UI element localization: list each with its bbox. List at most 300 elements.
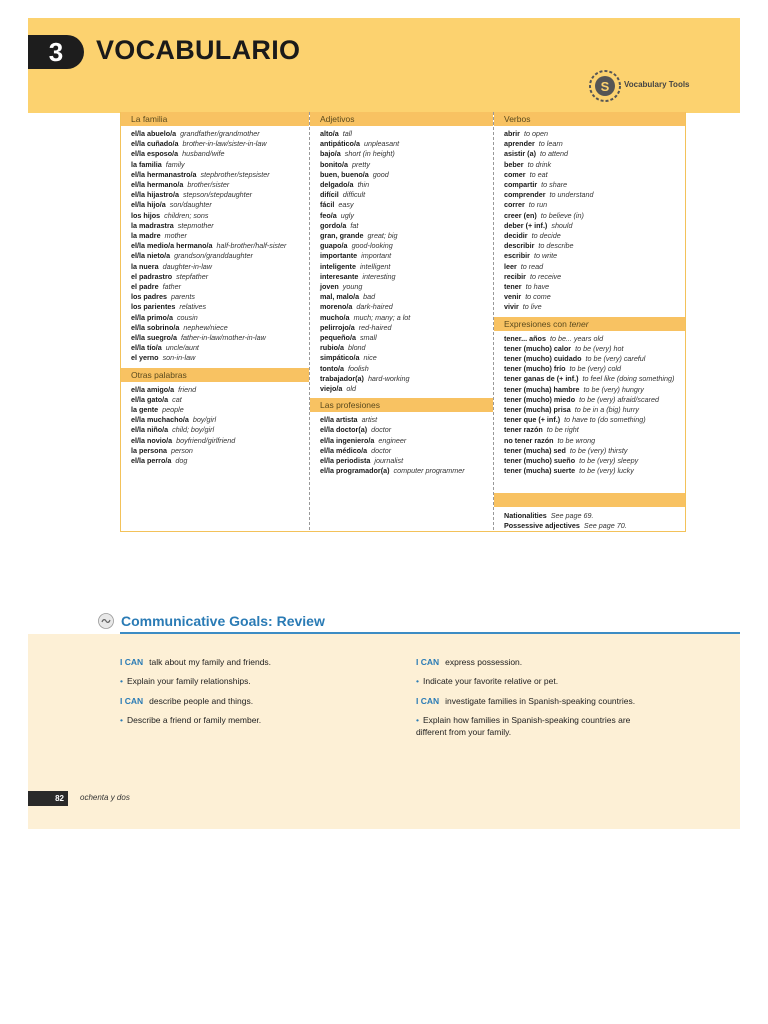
vocab-entry xyxy=(320,170,493,180)
vocab-meaning: pretty xyxy=(351,159,370,169)
vocab-term: escribir xyxy=(504,251,530,261)
vocab-meaning: cousin xyxy=(176,312,198,322)
vocab-entry xyxy=(131,231,309,241)
vocab-meaning: bad xyxy=(363,292,376,302)
vocab-meaning: children; sons xyxy=(164,210,209,220)
vocab-term: compartir xyxy=(504,180,538,190)
vocab-meaning: dog xyxy=(175,456,188,466)
vocab-meaning: parents xyxy=(170,292,195,302)
vocab-meaning: engineer xyxy=(378,435,407,445)
vocab-entry xyxy=(131,456,309,466)
vocab-entry xyxy=(504,170,685,180)
vocab-entry xyxy=(504,272,685,282)
vocab-term: moreno/a xyxy=(320,302,353,312)
goal-1-bullet-text: Explain your family relationships. xyxy=(126,676,251,686)
vocab-term: viejo/a xyxy=(320,384,343,394)
vocab-meaning: good xyxy=(372,169,389,179)
vocab-term: pelirrojo/a xyxy=(320,322,355,332)
vocabulary-box xyxy=(120,112,686,532)
vocab-meaning: nice xyxy=(363,353,377,363)
vocab-term: abrir xyxy=(504,129,520,138)
vocab-term: trabajador(a) xyxy=(320,373,364,383)
vocab-meaning: to describe xyxy=(538,241,574,251)
vocab-meaning: husband/wife xyxy=(182,149,225,159)
verbos-list xyxy=(494,126,685,317)
vocab-term: la persona xyxy=(131,445,167,455)
vocab-term: tener (mucho) calor xyxy=(504,343,572,353)
vocab-entry xyxy=(131,200,309,210)
vocab-meaning: family xyxy=(165,159,185,169)
vocab-meaning: See page 69. xyxy=(550,510,594,520)
vocab-meaning: to learn xyxy=(538,139,563,149)
vocabulary-tools-label[interactable]: Vocabulary Tools xyxy=(624,80,690,89)
vocab-entry xyxy=(131,211,309,221)
vocab-entry xyxy=(504,211,685,221)
vocab-term: describir xyxy=(504,241,535,251)
goal-3-bullet: • Indicate your favorite relative or pet. xyxy=(416,676,559,686)
vocab-entry xyxy=(320,466,493,476)
vocab-meaning: young xyxy=(342,282,363,292)
vocab-meaning: cat xyxy=(172,394,182,404)
vocab-meaning: to have xyxy=(525,282,550,292)
vocab-term: simpático/a xyxy=(320,353,360,363)
vocab-term: el/la novio/a xyxy=(131,435,173,445)
goal-3-bullet-text: Indicate your favorite relative or pet. xyxy=(422,676,559,686)
vocab-term: el/la programador(a) xyxy=(320,466,390,476)
vocab-meaning: to read xyxy=(520,261,544,271)
vocab-meaning: easy xyxy=(338,200,354,210)
page-number-words: ochenta y dos xyxy=(80,793,130,802)
vocab-term: los hijos xyxy=(131,210,161,220)
vocab-term: decidir xyxy=(504,231,528,241)
vocab-term: antipático/a xyxy=(320,139,360,149)
vocab-term: deber (+ inf.) xyxy=(504,220,548,230)
vocab-entry xyxy=(504,385,685,395)
i-can-label: I CAN xyxy=(416,696,440,706)
chapter-number: 3 xyxy=(28,35,84,69)
vocab-term: importante xyxy=(320,251,358,261)
vocab-term: bajo/a xyxy=(320,149,341,159)
i-can-label: I CAN xyxy=(416,657,440,667)
vocab-term: el/la hijastro/a xyxy=(131,190,179,200)
vocab-meaning: to be (very) hungry xyxy=(583,384,644,394)
vocab-entry xyxy=(504,354,685,364)
vocab-entry xyxy=(131,272,309,282)
column-adjetivos xyxy=(309,112,493,530)
vocab-term: el/la tío/a xyxy=(131,343,162,353)
vocab-entry xyxy=(504,436,685,446)
vocab-meaning: to be right xyxy=(546,425,579,435)
vocab-term: tener (mucha) hambre xyxy=(504,384,580,394)
vocab-entry xyxy=(131,436,309,446)
vocab-term: tener razón xyxy=(504,425,543,435)
vocab-entry xyxy=(504,241,685,251)
vocab-meaning: son-in-law xyxy=(162,353,196,363)
vocab-meaning: good-looking xyxy=(351,241,393,251)
vocab-meaning: short (in height) xyxy=(344,149,395,159)
vocab-term: el/la suegro/a xyxy=(131,333,177,343)
vocab-meaning: to feel like (doing something) xyxy=(582,374,675,384)
vocab-entry xyxy=(504,292,685,302)
profesiones-list xyxy=(310,412,493,480)
see-references-list xyxy=(494,507,685,531)
vocab-meaning: to receive xyxy=(529,271,562,281)
vocab-term: guapo/a xyxy=(320,241,348,251)
vocab-entry xyxy=(504,231,685,241)
vocab-entry xyxy=(320,425,493,435)
vocab-term: el/la muchacho/a xyxy=(131,415,189,425)
vocab-term: tener (mucha) suerte xyxy=(504,466,576,476)
vocab-meaning: blond xyxy=(347,343,366,353)
vocab-term: la nuera xyxy=(131,261,159,271)
vocab-meaning: to be (very) lucky xyxy=(579,466,634,476)
vocab-entry xyxy=(131,333,309,343)
vocab-term: comprender xyxy=(504,190,546,200)
vocab-meaning: to live xyxy=(522,302,542,312)
vocab-meaning: to write xyxy=(533,251,558,261)
vocab-term: rubio/a xyxy=(320,343,344,353)
vocab-term: el/la periodista xyxy=(320,456,371,466)
vocab-meaning: to have to (do something) xyxy=(564,415,646,425)
vocab-meaning: father-in-law/mother-in-law xyxy=(180,333,266,343)
goal-3-text: express possession. xyxy=(445,657,523,667)
column-familia xyxy=(121,112,309,470)
section-heading-blank xyxy=(494,493,685,507)
vocab-entry xyxy=(504,200,685,210)
vocab-entry xyxy=(504,364,685,374)
vocab-entry xyxy=(320,129,493,139)
vocab-meaning: should xyxy=(551,220,573,230)
vocab-term: el/la medio/a hermano/a xyxy=(131,241,213,251)
vocab-term: el/la hermanastro/a xyxy=(131,169,197,179)
vocab-entry xyxy=(320,313,493,323)
vocab-entry xyxy=(504,405,685,415)
vocab-meaning: interesting xyxy=(362,271,396,281)
vocab-meaning: stepmother xyxy=(177,220,214,230)
vocab-entry xyxy=(504,129,685,139)
vocab-meaning: mother xyxy=(164,231,187,241)
vocab-entry xyxy=(131,343,309,353)
vocab-term: Possessive adjectives xyxy=(504,520,580,530)
vocab-term: mucho/a xyxy=(320,312,350,322)
vocab-entry xyxy=(131,170,309,180)
vocab-entry xyxy=(320,149,493,159)
vocab-meaning: grandson/granddaughter xyxy=(174,251,253,261)
vocab-entry xyxy=(131,395,309,405)
vocab-entry xyxy=(320,272,493,282)
vocab-term: el/la abuelo/a xyxy=(131,129,177,138)
vocab-term: el/la niño/a xyxy=(131,425,169,435)
vocab-meaning: to understand xyxy=(549,190,594,200)
vocab-meaning: See page 70. xyxy=(583,520,627,530)
vocab-term: alto/a xyxy=(320,129,339,138)
vocab-meaning: stepson/stepdaughter xyxy=(182,190,253,200)
vocabulary-tools-icon[interactable] xyxy=(588,69,622,103)
vocab-entry xyxy=(320,323,493,333)
vocab-term: tonto/a xyxy=(320,363,344,373)
vocab-entry xyxy=(131,251,309,261)
vocab-entry xyxy=(131,302,309,312)
vocab-meaning: to be (very) thirsty xyxy=(569,445,628,455)
expresiones-list xyxy=(494,331,685,481)
section-heading-otras-palabras: Otras palabras xyxy=(121,368,309,382)
vocab-term: los padres xyxy=(131,292,167,302)
vocab-meaning: father xyxy=(162,282,181,292)
vocab-meaning: unpleasant xyxy=(363,139,400,149)
vocab-meaning: to open xyxy=(523,129,548,138)
vocab-meaning: foolish xyxy=(347,363,369,373)
vocab-meaning: to attend xyxy=(539,149,568,159)
vocab-entry xyxy=(320,221,493,231)
vocab-term: tener (mucho) cuidado xyxy=(504,354,582,364)
vocab-meaning: boy/girl xyxy=(192,415,217,425)
vocab-entry xyxy=(320,456,493,466)
vocab-term: creer (en) xyxy=(504,210,537,220)
vocab-meaning: to drink xyxy=(527,159,552,169)
vocab-entry xyxy=(504,511,685,521)
vocab-meaning: to be (very) careful xyxy=(585,354,646,364)
vocab-term: joven xyxy=(320,282,339,292)
vocab-entry xyxy=(320,139,493,149)
vocab-meaning: person xyxy=(170,445,193,455)
vocab-meaning: son/daughter xyxy=(169,200,212,210)
vocab-term: el/la ingeniero/a xyxy=(320,435,375,445)
goal-3 xyxy=(416,657,676,687)
vocab-term: venir xyxy=(504,292,522,302)
vocab-entry xyxy=(504,334,685,344)
vocab-meaning: thin xyxy=(357,180,370,190)
familia-list xyxy=(121,126,309,368)
column-verbos xyxy=(493,112,685,530)
vocab-entry xyxy=(131,415,309,425)
vocab-term: asistir (a) xyxy=(504,149,536,159)
vocab-term: tener (mucha) prisa xyxy=(504,405,571,415)
vocab-entry xyxy=(504,374,685,384)
vocab-meaning: important xyxy=(361,251,392,261)
vocab-term: tener... años xyxy=(504,333,546,343)
vocab-entry xyxy=(320,446,493,456)
vocab-term: el/la amigo/a xyxy=(131,384,175,394)
vocab-term: el/la doctor(a) xyxy=(320,425,368,435)
vocab-entry xyxy=(131,323,309,333)
vocab-term: el padre xyxy=(131,282,159,292)
vocab-meaning: relatives xyxy=(179,302,207,312)
vocab-meaning: people xyxy=(162,405,184,415)
vocab-meaning: to be (very) sleepy xyxy=(579,456,639,466)
vocab-term: tener ganas de (+ inf.) xyxy=(504,374,579,384)
vocab-term: la madrastra xyxy=(131,220,174,230)
vocab-term: tener xyxy=(504,282,522,292)
vocab-entry xyxy=(320,415,493,425)
vocab-term: aprender xyxy=(504,139,535,149)
vocab-entry xyxy=(131,282,309,292)
vocab-term: el/la artista xyxy=(320,415,358,425)
section-heading-profesiones: Las profesiones xyxy=(310,398,493,412)
vocab-meaning: doctor xyxy=(371,445,392,455)
vocab-meaning: old xyxy=(346,384,356,394)
vocab-meaning: daughter-in-law xyxy=(162,261,212,271)
vocab-entry xyxy=(131,446,309,456)
vocab-meaning: artist xyxy=(361,415,378,425)
goal-1-text: talk about my family and friends. xyxy=(149,657,272,667)
vocab-meaning: brother-in-law/sister-in-law xyxy=(182,139,267,149)
vocab-term: Nationalities xyxy=(504,510,547,520)
vocab-entry xyxy=(131,221,309,231)
goal-4 xyxy=(416,696,656,738)
vocab-term: el/la sobrino/a xyxy=(131,322,180,332)
vocab-term: la gente xyxy=(131,405,159,415)
goal-1 xyxy=(120,657,390,687)
vocab-term: difícil xyxy=(320,190,339,200)
vocab-entry xyxy=(131,385,309,395)
vocab-entry xyxy=(131,160,309,170)
vocab-meaning: to be (very) hot xyxy=(575,343,624,353)
vocab-meaning: uncle/aunt xyxy=(165,343,199,353)
vocab-entry xyxy=(504,282,685,292)
vocab-entry xyxy=(504,302,685,312)
vocab-meaning: red-haired xyxy=(358,322,392,332)
vocab-entry xyxy=(320,200,493,210)
vocab-meaning: grandfather/grandmother xyxy=(180,129,260,138)
vocab-entry xyxy=(131,292,309,302)
vocab-term: la madre xyxy=(131,231,161,241)
vocab-term: tener que (+ inf.) xyxy=(504,415,561,425)
vocab-entry xyxy=(504,251,685,261)
goal-4-bullet-text: Explain how families in Spanish-speaking countries are different from your family. xyxy=(416,715,631,737)
vocab-entry xyxy=(320,343,493,353)
vocab-term: la familia xyxy=(131,159,162,169)
vocab-term: el padrastro xyxy=(131,271,173,281)
vocab-entry xyxy=(504,180,685,190)
vocab-entry xyxy=(320,251,493,261)
vocab-entry xyxy=(504,446,685,456)
vocab-entry xyxy=(320,292,493,302)
vocab-meaning: hard-working xyxy=(367,373,410,383)
vocab-entry xyxy=(131,180,309,190)
vocab-meaning: to share xyxy=(541,180,568,190)
vocab-term: beber xyxy=(504,159,524,169)
vocab-meaning: to be in a (big) hurry xyxy=(574,405,640,415)
i-can-label: I CAN xyxy=(120,696,144,706)
vocab-meaning: child; boy/girl xyxy=(172,425,215,435)
vocab-meaning: ugly xyxy=(340,210,354,220)
vocab-meaning: boyfriend/girlfriend xyxy=(176,435,236,445)
vocab-term: tener (mucho) frío xyxy=(504,364,566,374)
vocab-meaning: difficult xyxy=(342,190,366,200)
vocab-entry xyxy=(504,344,685,354)
vocab-meaning: to be wrong xyxy=(557,435,596,445)
vocab-term: tener (mucho) miedo xyxy=(504,394,576,404)
vocab-entry xyxy=(320,282,493,292)
adjetivos-list xyxy=(310,126,493,398)
vocab-meaning: journalist xyxy=(374,456,404,466)
vocab-entry xyxy=(131,241,309,251)
vocab-term: bonito/a xyxy=(320,159,348,169)
vocab-entry xyxy=(320,364,493,374)
vocab-entry xyxy=(131,353,309,363)
svg-text:S: S xyxy=(600,79,610,94)
vocab-meaning: dark-haired xyxy=(356,302,393,312)
vocab-entry xyxy=(504,221,685,231)
goal-2 xyxy=(120,696,390,726)
vocab-term: comer xyxy=(504,169,526,179)
vocab-term: correr xyxy=(504,200,525,210)
vocab-entry xyxy=(320,262,493,272)
vocab-entry xyxy=(320,374,493,384)
vocab-entry xyxy=(131,129,309,139)
vocab-entry xyxy=(131,262,309,272)
expresiones-heading-verb: tener xyxy=(569,318,589,329)
vocab-term: fácil xyxy=(320,200,335,210)
vocab-entry xyxy=(320,302,493,312)
page-title: VOCABULARIO xyxy=(96,35,301,65)
vocab-term: mal, malo/a xyxy=(320,292,360,302)
vocab-term: delgado/a xyxy=(320,180,354,190)
vocab-entry xyxy=(320,160,493,170)
vocab-meaning: stepbrother/stepsister xyxy=(200,169,270,179)
vocab-meaning: to decide xyxy=(531,231,561,241)
vocab-meaning: small xyxy=(359,333,377,343)
section-heading-expresiones xyxy=(494,317,685,331)
vocab-meaning: to be... years old xyxy=(549,333,604,343)
vocab-entry xyxy=(504,149,685,159)
goal-2-bullet: • Describe a friend or family member. xyxy=(120,715,262,725)
vocab-entry xyxy=(131,149,309,159)
vocab-term: el/la médico/a xyxy=(320,445,368,455)
vocab-term: interesante xyxy=(320,271,359,281)
vocab-entry xyxy=(131,190,309,200)
vocab-term: pequeño/a xyxy=(320,333,356,343)
vocab-meaning: doctor xyxy=(371,425,392,435)
vocab-entry xyxy=(504,190,685,200)
vocab-entry xyxy=(131,313,309,323)
vocab-meaning: to believe (in) xyxy=(540,210,584,220)
vocab-entry xyxy=(504,521,685,531)
goals-icon xyxy=(98,613,114,629)
vocab-term: gordo/a xyxy=(320,220,347,230)
vocab-meaning: stepfather xyxy=(176,271,209,281)
vocab-term: inteligente xyxy=(320,261,356,271)
vocab-entry xyxy=(320,384,493,394)
vocab-entry xyxy=(320,241,493,251)
vocab-term: el/la nieto/a xyxy=(131,251,171,261)
vocab-term: el/la esposo/a xyxy=(131,149,179,159)
goal-4-bullet: • Explain how families in Spanish-speaking countries are different from your family. xyxy=(416,715,631,737)
vocab-term: el/la hijo/a xyxy=(131,200,166,210)
vocab-meaning: to be (very) cold xyxy=(569,364,622,374)
vocab-term: tener (mucho) sueño xyxy=(504,456,576,466)
vocab-meaning: much; many; a lot xyxy=(353,312,411,322)
expresiones-heading-text: Expresiones con xyxy=(504,318,570,329)
vocab-entry xyxy=(131,139,309,149)
goal-2-bullet-text: Describe a friend or family member. xyxy=(126,715,262,725)
vocab-entry xyxy=(320,180,493,190)
vocab-meaning: to run xyxy=(528,200,548,210)
vocab-term: buen, bueno/a xyxy=(320,169,369,179)
section-heading-verbos: Verbos xyxy=(494,112,685,126)
vocab-meaning: to eat xyxy=(529,169,548,179)
goal-4-text: investigate families in Spanish-speaking countries. xyxy=(445,696,636,706)
vocab-meaning: great; big xyxy=(367,231,398,241)
vocab-entry xyxy=(504,139,685,149)
vocab-meaning: fat xyxy=(350,220,359,230)
vocab-entry xyxy=(320,211,493,221)
goals-title: Communicative Goals: Review xyxy=(121,613,325,629)
vocab-term: vivir xyxy=(504,302,519,312)
vocab-entry xyxy=(504,456,685,466)
vocab-entry xyxy=(320,353,493,363)
vocab-entry xyxy=(504,466,685,476)
